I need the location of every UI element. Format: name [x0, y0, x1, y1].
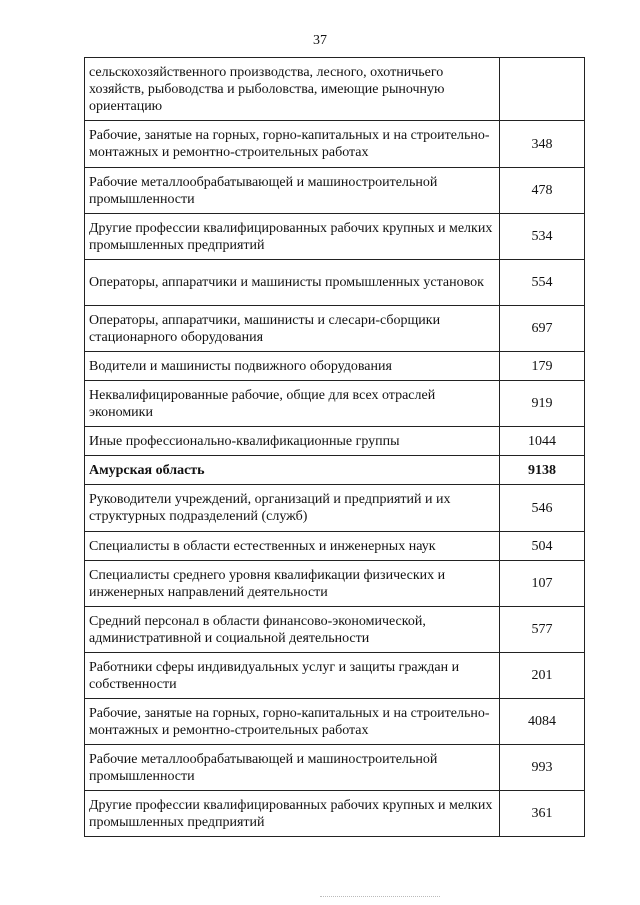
table-body: [85, 58, 585, 837]
table-row: [85, 561, 585, 607]
row-label: Рабочие, занятые на горных, горно-капитальных и на строительно-монтажных и ремонтно-строительных работах: [85, 121, 500, 168]
row-value: 554: [500, 260, 585, 306]
row-value: 504: [500, 532, 585, 561]
row-label: Водители и машинисты подвижного оборудования: [85, 352, 500, 381]
row-value: 9138: [500, 456, 585, 485]
table-row: [85, 168, 585, 214]
table-row: [85, 121, 585, 168]
table-row: [85, 427, 585, 456]
row-label: Другие профессии квалифицированных рабочих крупных и мелких промышленных предприятий: [85, 791, 500, 837]
row-label: Другие профессии квалифицированных рабочих крупных и мелких промышленных предприятий: [85, 214, 500, 260]
row-value: 534: [500, 214, 585, 260]
row-value: 478: [500, 168, 585, 214]
row-value: 348: [500, 121, 585, 168]
row-value: 107: [500, 561, 585, 607]
row-value: 919: [500, 381, 585, 427]
table-row: [85, 699, 585, 745]
table-row: [85, 306, 585, 352]
row-value: 4084: [500, 699, 585, 745]
row-value: 1044: [500, 427, 585, 456]
table-row: [85, 381, 585, 427]
row-value: [500, 58, 585, 121]
row-value: 577: [500, 607, 585, 653]
row-label: Рабочие, занятые на горных, горно-капитальных и на строительно-монтажных и ремонтно-строительных работах: [85, 699, 500, 745]
table-row: [85, 352, 585, 381]
table-row: [85, 607, 585, 653]
page-number: 37: [313, 33, 327, 48]
row-label: Специалисты в области естественных и инженерных наук: [85, 532, 500, 561]
row-label: Специалисты среднего уровня квалификации физических и инженерных направлений деятельности: [85, 561, 500, 607]
table-row: [85, 214, 585, 260]
row-value: 179: [500, 352, 585, 381]
row-label: Рабочие металлообрабатывающей и машиностроительной промышленности: [85, 168, 500, 214]
table-row: [85, 58, 585, 121]
row-label: Руководители учреждений, организаций и предприятий и их структурных подразделений (служб): [85, 485, 500, 532]
table-row: [85, 485, 585, 532]
table-row: [85, 745, 585, 791]
row-value: 201: [500, 653, 585, 699]
table-row: [85, 653, 585, 699]
row-label: Средний персонал в области финансово-экономической, административной и социальной деятельности: [85, 607, 500, 653]
table-row: [85, 260, 585, 306]
row-label: Иные профессионально-квалификационные группы: [85, 427, 500, 456]
data-table: [84, 57, 585, 837]
table-row: [85, 456, 585, 485]
row-label: Неквалифицированные рабочие, общие для всех отраслей экономики: [85, 381, 500, 427]
row-value: 361: [500, 791, 585, 837]
row-label: Работники сферы индивидуальных услуг и защиты граждан и собственности: [85, 653, 500, 699]
row-label: сельскохозяйственного производства, лесного, охотничьего хозяйств, рыбоводства и рыболовства, имеющие рыночную ориентацию: [85, 58, 500, 121]
scan-artifact: [320, 896, 440, 900]
row-label: Рабочие металлообрабатывающей и машиностроительной промышленности: [85, 745, 500, 791]
row-value: 993: [500, 745, 585, 791]
row-value: 697: [500, 306, 585, 352]
table-row: [85, 532, 585, 561]
row-label: Амурская область: [85, 456, 500, 485]
row-label: Операторы, аппаратчики, машинисты и слесари-сборщики стационарного оборудования: [85, 306, 500, 352]
table-row: [85, 791, 585, 837]
row-label: Операторы, аппаратчики и машинисты промышленных установок: [85, 260, 500, 306]
row-value: 546: [500, 485, 585, 532]
